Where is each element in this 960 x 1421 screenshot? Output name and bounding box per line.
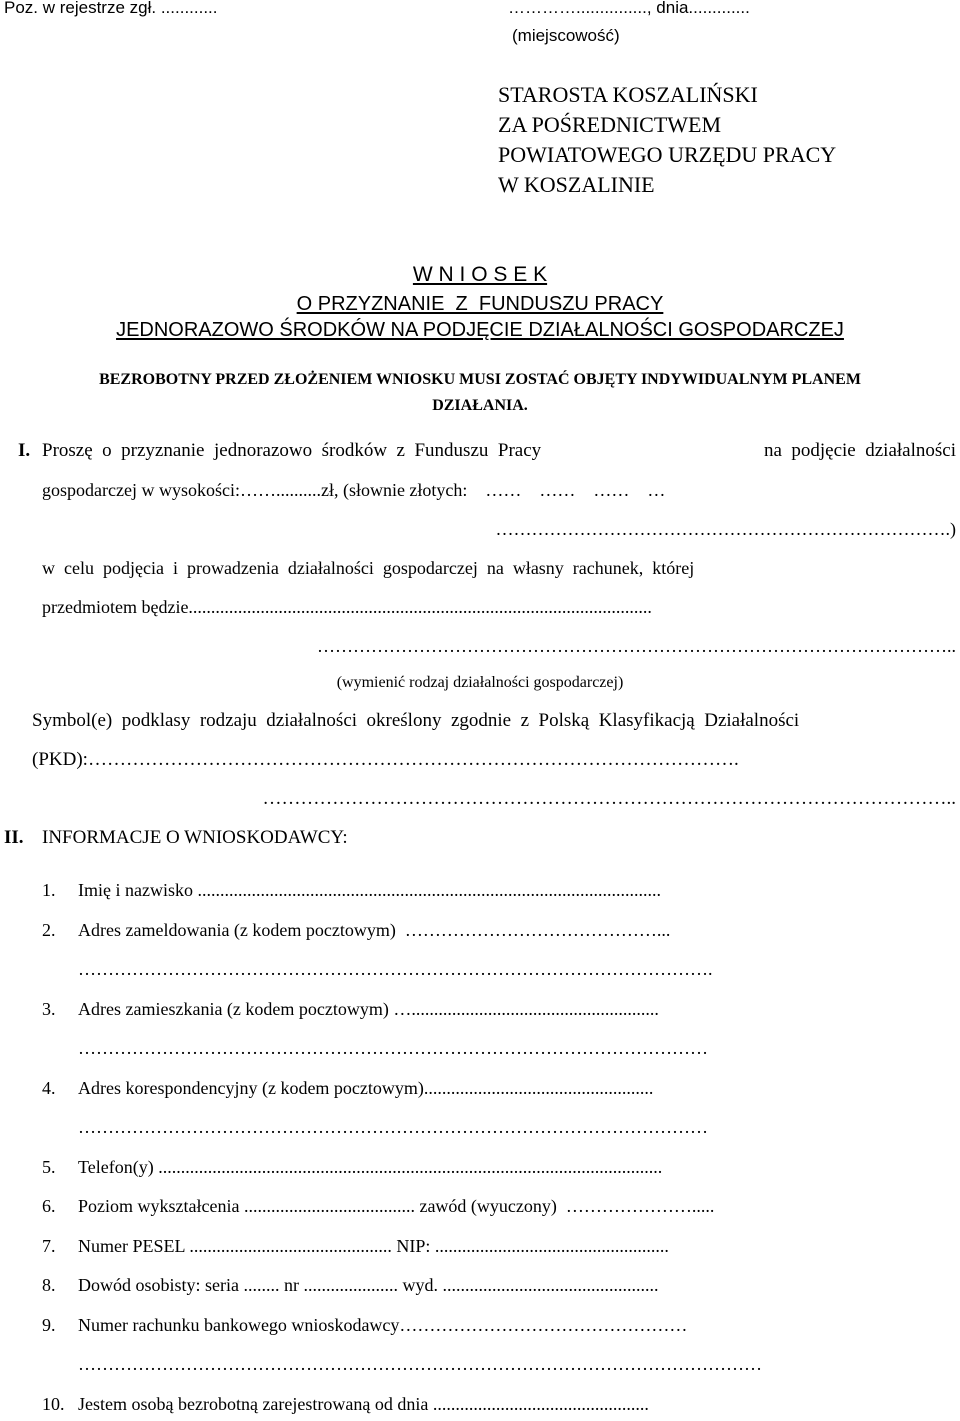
list-item-number: 10. bbox=[42, 1394, 65, 1414]
list-item: Imię i nazwisko ....................................................................................................... bbox=[78, 880, 661, 900]
list-item: Adres zamieszkania (z kodem pocztowym) …....................................................... bbox=[78, 999, 659, 1019]
amount-line: gospodarczej w wysokości:……..........zł, (słownie złotych: …… …… …… … bbox=[42, 480, 666, 500]
request-text-line-1b: na podjęcie działalności bbox=[763, 440, 956, 461]
title-subline-2: JEDNORAZOWO ŚRODKÓW NA PODJĘCIE DZIAŁALNOŚCI GOSPODARCZEJ bbox=[116, 319, 844, 341]
title-subline-1: O PRZYZNANIE Z FUNDUSZU PRACY bbox=[296, 293, 664, 315]
list-item-number: 2. bbox=[42, 920, 56, 940]
list-item-number: 7. bbox=[42, 1236, 56, 1256]
addressee-line-1: STAROSTA KOSZALIŃSKI bbox=[498, 82, 758, 107]
list-item-number: 9. bbox=[42, 1315, 56, 1335]
list-item: Adres zameldowania (z kodem pocztowym) ……………………………………... bbox=[78, 920, 671, 940]
section-2-heading: INFORMACJE O WNIOSKODAWCY: bbox=[42, 827, 348, 848]
amount-words-line: ………………………………………………………………….) bbox=[495, 519, 956, 539]
list-item: …………………………………………………………………………………………… bbox=[78, 1038, 708, 1058]
request-text-line-1a: Proszę o przyznanie jednorazowo środków z Funduszu Pracy bbox=[42, 440, 542, 461]
list-item: Numer PESEL ............................................. NIP: .................................................... bbox=[78, 1236, 669, 1256]
place-caption: (miejscowość) bbox=[512, 26, 620, 45]
list-item-number: 3. bbox=[42, 999, 56, 1019]
list-item-number: 1. bbox=[42, 880, 56, 900]
list-item: ……………………………………………………………………………………………. bbox=[78, 959, 713, 979]
section-2-numeral: II. bbox=[4, 827, 24, 848]
list-item-number: 6. bbox=[42, 1196, 56, 1216]
list-item-number: 4. bbox=[42, 1078, 56, 1098]
activity-continuation-line: …………………………………………………………………………………………….. bbox=[317, 636, 956, 656]
registry-number-line: Poz. w rejestrze zgł. ............ bbox=[4, 0, 218, 17]
list-item: Numer rachunku bankowego wnioskodawcy………………………………………… bbox=[78, 1315, 688, 1335]
pkd-line-1: Symbol(e) podklasy rodzaju działalności określony zgodnie z Polską Klasyfikacją Działalności bbox=[32, 710, 800, 731]
pkd-line-2: (PKD):…………………………………………………………………………………………. bbox=[32, 749, 739, 770]
list-item: Adres korespondencyjny (z kodem pocztowym)................................................... bbox=[78, 1078, 654, 1098]
addressee-line-2: ZA POŚREDNICTWEM bbox=[498, 112, 722, 137]
list-item: …………………………………………………………………………………………………… bbox=[78, 1354, 762, 1374]
purpose-line: w celu podjęcia i prowadzenia działalności gospodarczej na własny rachunek, której bbox=[42, 558, 695, 578]
addressee-line-3: POWIATOWEGO URZĘDU PRACY bbox=[498, 142, 837, 167]
date-place-line: …………..............., dnia............. bbox=[508, 0, 750, 17]
section-1-numeral: I. bbox=[18, 440, 31, 461]
document-title: W N I O S E K bbox=[412, 263, 548, 286]
list-item: Telefon(y) ................................................................................................................ bbox=[78, 1157, 663, 1177]
activity-caption: (wymienić rodzaj działalności gospodarczej) bbox=[336, 674, 624, 691]
list-item: Jestem osobą bezrobotną zarejestrowaną od dnia ................................................ bbox=[78, 1394, 649, 1414]
list-item: Poziom wykształcenia ...................................... zawód (wyuczony) …………………..... bbox=[78, 1196, 715, 1216]
list-item-number: 5. bbox=[42, 1157, 56, 1177]
plan-notice-line-1: BEZROBOTNY PRZED ZŁOŻENIEM WNIOSKU MUSI ZOSTAĆ OBJĘTY INDYWIDUALNYM PLANEM bbox=[99, 371, 861, 388]
plan-notice-line-2: DZIAŁANIA. bbox=[432, 397, 528, 414]
list-item-number: 8. bbox=[42, 1275, 56, 1295]
list-item: …………………………………………………………………………………………… bbox=[78, 1117, 708, 1137]
pkd-line-3: ……………………………………………………………………………………………….. bbox=[262, 788, 956, 809]
addressee-line-4: W KOSZALINIE bbox=[498, 172, 655, 197]
list-item: Dowód osobisty: seria ........ nr ..................... wyd. ................................................ bbox=[78, 1275, 659, 1295]
activity-subject-line: przedmiotem będzie....................................................................................................... bbox=[42, 597, 652, 617]
